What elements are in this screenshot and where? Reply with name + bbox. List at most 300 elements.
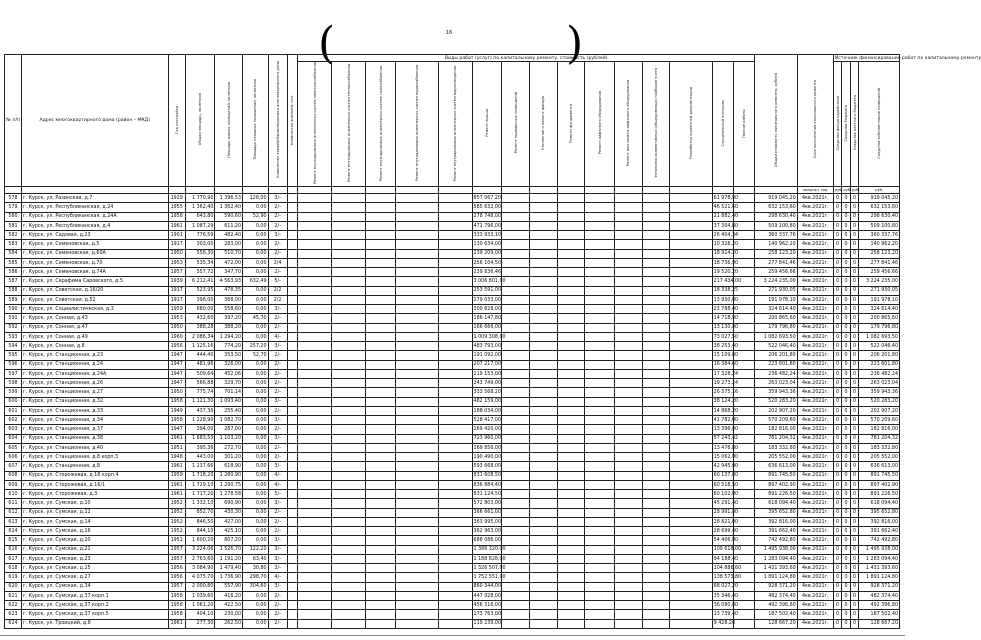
cell-work-12 xyxy=(642,332,670,341)
cell-area-total: 1 125,16 xyxy=(185,342,215,351)
cell-deadline: 4кв.2021г. xyxy=(797,332,833,341)
cell-area-total: 844,10 xyxy=(185,527,215,536)
cell-work-10 xyxy=(585,471,615,480)
cell-work-5 xyxy=(438,416,472,425)
cell-residents xyxy=(287,342,298,351)
cell-fund-3: 0 xyxy=(850,545,859,554)
cell-total-cost: 200 865,60 xyxy=(755,314,798,323)
cell-area-nonliving: 0,00 xyxy=(243,610,269,619)
cell-work-9 xyxy=(557,388,585,397)
cell-area-total: 1 237,66 xyxy=(185,462,215,471)
cell-work-13 xyxy=(670,249,713,258)
cell-work-8 xyxy=(529,295,557,304)
cell-num: 597 xyxy=(5,369,22,378)
cell-total-cost: 187 502,40 xyxy=(755,610,798,619)
cell-work-14: 19 520,20 xyxy=(712,268,733,277)
cell-fund-2: 0 xyxy=(842,564,851,573)
cell-storeys: 2/- xyxy=(268,221,287,230)
cell-address: г. Курск, ул. Сумская, д.25 xyxy=(22,564,169,573)
cell-fund-2: 0 xyxy=(842,268,851,277)
cell-residents xyxy=(287,453,298,462)
cell-work-7 xyxy=(502,240,530,249)
cell-work-9 xyxy=(557,527,585,536)
cell-year: 1947 xyxy=(168,379,185,388)
cell-work-7 xyxy=(502,517,530,526)
cell-work-6: 219 153,00 xyxy=(472,369,502,378)
cell-fund-4: 324 614,40 xyxy=(859,305,900,314)
cell-work-3 xyxy=(366,619,396,628)
cell-work-7 xyxy=(502,462,530,471)
cell-fund-2: 0 xyxy=(842,277,851,286)
cell-work-9 xyxy=(557,360,585,369)
cell-num: 578 xyxy=(5,194,22,203)
cell-work-10 xyxy=(585,194,615,203)
cell-work-5 xyxy=(438,388,472,397)
cell-fund-1: 0 xyxy=(833,277,842,286)
cell-year: 1959 xyxy=(168,305,185,314)
cell-fund-4: 258 123,20 xyxy=(859,249,900,258)
cell-work-13 xyxy=(670,610,713,619)
cell-area-total: 1 683,53 xyxy=(185,434,215,443)
cell-work-10 xyxy=(585,545,615,554)
cell-work-2 xyxy=(332,240,366,249)
cell-work-7 xyxy=(502,342,530,351)
cell-area-living: 1 736,90 xyxy=(215,573,243,582)
cell-work-11 xyxy=(614,379,642,388)
cell-fund-1: 0 xyxy=(833,425,842,434)
cell-year: 1961 xyxy=(168,619,185,628)
cell-num: 611 xyxy=(5,499,22,508)
table-row xyxy=(5,305,900,314)
cell-work-4 xyxy=(396,249,439,258)
cell-fund-2: 0 xyxy=(842,388,851,397)
cell-residents xyxy=(287,573,298,582)
cell-fund-4: 392 816,00 xyxy=(859,517,900,526)
cell-total-cost: 522 046,40 xyxy=(755,342,798,351)
col-works-group: Виды работ (услуг) по капитальному ремонту, стоимость (рублей) xyxy=(298,55,755,62)
cell-area-total: 535,34 xyxy=(185,258,215,267)
cell-work-1 xyxy=(298,425,332,434)
cell-storeys: 3/- xyxy=(268,305,287,314)
cell-area-nonliving: 0,00 xyxy=(243,286,269,295)
cell-work-13 xyxy=(670,221,713,230)
cell-work-11 xyxy=(614,231,642,240)
cell-fund-4: 1 283 094,40 xyxy=(859,554,900,563)
cell-work-9 xyxy=(557,480,585,489)
cell-work-12 xyxy=(642,564,670,573)
table-row xyxy=(5,490,900,499)
cell-deadline: 4кв.2021г. xyxy=(797,434,833,443)
cell-work-9 xyxy=(557,416,585,425)
cell-work-6: 253 591,00 xyxy=(472,286,502,295)
table-row xyxy=(5,212,900,221)
cell-num: 618 xyxy=(5,564,22,573)
cell-fund-3: 0 xyxy=(850,610,859,619)
cell-work-3 xyxy=(366,416,396,425)
cell-area-living: 368,00 xyxy=(215,295,243,304)
cell-work-2 xyxy=(332,527,366,536)
cell-address: г. Курск, ул. Станционная, д.24А xyxy=(22,369,169,378)
cell-work-2 xyxy=(332,397,366,406)
cell-work-13 xyxy=(670,277,713,286)
cell-num: 592 xyxy=(5,323,22,332)
cell-work-14: 14 868,20 xyxy=(712,406,733,415)
cell-work-12 xyxy=(642,258,670,267)
cell-address: г. Курск, ул. Сторожевая, д.16/1 xyxy=(22,480,169,489)
cell-work-8 xyxy=(529,619,557,628)
cell-area-nonliving: 0,00 xyxy=(243,397,269,406)
cell-deadline: 4кв.2021г. xyxy=(797,286,833,295)
cell-work-5 xyxy=(438,277,472,286)
cell-address: г. Курск, ул. Сумская, д.10 xyxy=(22,499,169,508)
cell-address: г. Курск, ул. Сторожевая, д.16 корп.4 xyxy=(22,471,169,480)
cell-address: г. Курск, ул. Сторожевая, д.3 xyxy=(22,490,169,499)
cell-num: 608 xyxy=(5,471,22,480)
cell-work-10 xyxy=(585,314,615,323)
cell-work-3 xyxy=(366,388,396,397)
cell-work-3 xyxy=(366,258,396,267)
cell-address: г. Курск, ул. Сонная, д.8 xyxy=(22,342,169,351)
cell-year: 1958 xyxy=(168,601,185,610)
cell-work-11 xyxy=(614,443,642,452)
cell-work-10 xyxy=(585,369,615,378)
col-w6: Ремонт крыши xyxy=(472,62,502,187)
cell-work-9 xyxy=(557,268,585,277)
cell-work-7 xyxy=(502,527,530,536)
cell-work-11 xyxy=(614,305,642,314)
cell-year: 1957 xyxy=(168,545,185,554)
cell-work-7 xyxy=(502,443,530,452)
cell-work-4 xyxy=(396,480,439,489)
cell-total-cost: 781 204,32 xyxy=(755,434,798,443)
cell-work-10 xyxy=(585,564,615,573)
cell-work-9 xyxy=(557,332,585,341)
cell-work-10 xyxy=(585,434,615,443)
cell-area-nonliving: 128,00 xyxy=(243,194,269,203)
cell-fund-1: 0 xyxy=(833,194,842,203)
cell-fund-2: 0 xyxy=(842,480,851,489)
cell-area-nonliving: 298,70 xyxy=(243,573,269,582)
cell-work-12 xyxy=(642,453,670,462)
cell-work-14: 14 718,00 xyxy=(712,314,733,323)
cell-work-6: 166 666,00 xyxy=(472,323,502,332)
cell-total-cost: 395 652,80 xyxy=(755,508,798,517)
col-w7: Ремонт подвальных помещений xyxy=(502,62,530,187)
cell-work-8 xyxy=(529,610,557,619)
cell-total-cost: 182 816,00 xyxy=(755,425,798,434)
cell-work-4 xyxy=(396,499,439,508)
cell-work-14: 16 384,60 xyxy=(712,360,733,369)
cell-work-14: 38 253,40 xyxy=(712,342,733,351)
cell-work-5 xyxy=(438,591,472,600)
cell-work-9 xyxy=(557,240,585,249)
cell-work-6: 362 963,00 xyxy=(472,527,502,536)
cell-work-1 xyxy=(298,453,332,462)
page-number: 16 xyxy=(446,30,453,36)
col-w5: Ремонт внутридомовых инженерных систем водоотведения xyxy=(438,62,472,187)
cell-area-living: 510,70 xyxy=(215,249,243,258)
cell-work-5 xyxy=(438,286,472,295)
cell-work-10 xyxy=(585,379,615,388)
cell-residents xyxy=(287,360,298,369)
cell-work-1 xyxy=(298,517,332,526)
cell-work-11 xyxy=(614,453,642,462)
cell-work-2 xyxy=(332,536,366,545)
cell-work-9 xyxy=(557,601,585,610)
cell-fund-3: 0 xyxy=(850,462,859,471)
cell-work-4 xyxy=(396,527,439,536)
cell-work-7 xyxy=(502,379,530,388)
cell-work-7 xyxy=(502,471,530,480)
cell-fund-1: 0 xyxy=(833,610,842,619)
cell-work-12 xyxy=(642,249,670,258)
cell-work-8 xyxy=(529,545,557,554)
cell-fund-3: 0 xyxy=(850,406,859,415)
cell-storeys: 2/- xyxy=(268,619,287,628)
unit-kvartal: квартал, год xyxy=(797,187,833,194)
cell-work-2 xyxy=(332,388,366,397)
cell-work-3 xyxy=(366,610,396,619)
cell-work-13 xyxy=(670,351,713,360)
cell-residents xyxy=(287,517,298,526)
cell-address: г. Курск, ул. Станционная, д.38 xyxy=(22,434,169,443)
cell-work-13 xyxy=(670,573,713,582)
cell-work-10 xyxy=(585,591,615,600)
cell-year: 1949 xyxy=(168,406,185,415)
cell-work-1 xyxy=(298,582,332,591)
cell-work-9 xyxy=(557,323,585,332)
cell-work-13 xyxy=(670,295,713,304)
cell-work-1 xyxy=(298,601,332,610)
cell-work-5 xyxy=(438,249,472,258)
cell-work-2 xyxy=(332,601,366,610)
cell-work-12 xyxy=(642,305,670,314)
cell-work-13 xyxy=(670,268,713,277)
cell-work-13 xyxy=(670,397,713,406)
cell-area-living: 1 082,70 xyxy=(215,416,243,425)
cell-work-11 xyxy=(614,194,642,203)
cell-fund-2: 0 xyxy=(842,332,851,341)
cell-fund-2: 0 xyxy=(842,508,851,517)
cell-work-1 xyxy=(298,443,332,452)
cell-fund-1: 0 xyxy=(833,268,842,277)
cell-work-6: 169 856,00 xyxy=(472,443,502,452)
cell-fund-3: 0 xyxy=(850,591,859,600)
cell-residents xyxy=(287,443,298,452)
cell-area-living: 1 103,20 xyxy=(215,434,243,443)
cell-area-total: 1 087,29 xyxy=(185,221,215,230)
cell-residents xyxy=(287,258,298,267)
cell-work-12 xyxy=(642,203,670,212)
cell-fund-3: 0 xyxy=(850,342,859,351)
cell-num: 620 xyxy=(5,582,22,591)
cell-work-3 xyxy=(366,314,396,323)
cell-area-nonliving: 0,00 xyxy=(243,619,269,628)
cell-work-8 xyxy=(529,554,557,563)
cell-address: г. Курск, ул. Семеновская, д.70 xyxy=(22,258,169,267)
cell-storeys: 2/2 xyxy=(268,295,287,304)
cell-work-10 xyxy=(585,499,615,508)
cell-work-2 xyxy=(332,406,366,415)
cell-work-5 xyxy=(438,610,472,619)
cell-address: г. Курск, ул. Станционная, д.40 xyxy=(22,443,169,452)
table-row xyxy=(5,619,900,628)
cell-fund-2: 0 xyxy=(842,545,851,554)
cell-work-1 xyxy=(298,434,332,443)
table-row xyxy=(5,443,900,452)
cell-area-nonliving: 0,00 xyxy=(243,443,269,452)
cell-deadline: 4кв.2021г. xyxy=(797,221,833,230)
cell-storeys: 4/- xyxy=(268,573,287,582)
cell-work-2 xyxy=(332,453,366,462)
cell-work-7 xyxy=(502,249,530,258)
cell-deadline: 4кв.2021г. xyxy=(797,536,833,545)
cell-work-3 xyxy=(366,397,396,406)
cell-total-cost: 520 283,20 xyxy=(755,397,798,406)
cell-work-11 xyxy=(614,508,642,517)
cell-area-total: 398,00 xyxy=(185,295,215,304)
cell-fund-3: 0 xyxy=(850,499,859,508)
cell-area-living: 590,60 xyxy=(215,212,243,221)
cell-area-total: 4 075,70 xyxy=(185,573,215,582)
cell-work-10 xyxy=(585,582,615,591)
cell-work-4 xyxy=(396,351,439,360)
table-row xyxy=(5,231,900,240)
col-deadline: Срок выполнения капитального ремонта xyxy=(797,55,833,187)
cell-fund-2: 0 xyxy=(842,443,851,452)
cell-fund-4: 520 283,20 xyxy=(859,397,900,406)
cell-work-11 xyxy=(614,360,642,369)
cell-work-7 xyxy=(502,480,530,489)
cell-work-6: 173 763,00 xyxy=(472,610,502,619)
cell-area-nonliving: 0,00 xyxy=(243,249,269,258)
cell-year: 1960 xyxy=(168,332,185,341)
cell-work-8 xyxy=(529,286,557,295)
cell-fund-3: 0 xyxy=(850,536,859,545)
cell-work-4 xyxy=(396,453,439,462)
cell-work-2 xyxy=(332,471,366,480)
cell-work-8 xyxy=(529,379,557,388)
cell-year: 1958 xyxy=(168,610,185,619)
cell-work-9 xyxy=(557,212,585,221)
cell-work-8 xyxy=(529,490,557,499)
cell-work-5 xyxy=(438,443,472,452)
cell-work-11 xyxy=(614,517,642,526)
cell-address: г. Курск, ул. Станционная, д.24 xyxy=(22,360,169,369)
cell-fund-4: 183 332,80 xyxy=(859,443,900,452)
cell-work-8 xyxy=(529,332,557,341)
cell-address: г. Курск, ул. Сумская, д.20 xyxy=(22,536,169,545)
cell-work-14: 19 273,24 xyxy=(712,379,733,388)
cell-address: г. Курск, ул. Троицкий, д.8 xyxy=(22,619,169,628)
cell-storeys: 2/- xyxy=(268,314,287,323)
cell-num: 587 xyxy=(5,277,22,286)
cell-work-3 xyxy=(366,536,396,545)
cell-area-nonliving: 0,00 xyxy=(243,508,269,517)
cell-work-2 xyxy=(332,582,366,591)
cell-total-cost: 392 816,00 xyxy=(755,517,798,526)
cell-fund-1: 0 xyxy=(833,480,842,489)
cell-deadline: 4кв.2021г. xyxy=(797,240,833,249)
table-row xyxy=(5,591,900,600)
cell-work-14: 94 188,40 xyxy=(712,554,733,563)
cell-work-12 xyxy=(642,573,670,582)
cell-year: 1950 xyxy=(168,388,185,397)
cell-area-nonliving: 0,00 xyxy=(243,471,269,480)
cell-work-5 xyxy=(438,332,472,341)
cell-work-10 xyxy=(585,295,615,304)
cell-work-8 xyxy=(529,212,557,221)
cell-area-total: 2 086,34 xyxy=(185,332,215,341)
table-body xyxy=(5,194,900,629)
cell-deadline: 4кв.2021г. xyxy=(797,351,833,360)
cell-work-13 xyxy=(670,342,713,351)
cell-work-9 xyxy=(557,351,585,360)
cell-storeys: 2/- xyxy=(268,601,287,610)
cell-work-4 xyxy=(396,388,439,397)
cell-num: 622 xyxy=(5,601,22,610)
cell-deadline: 4кв.2021г. xyxy=(797,305,833,314)
cell-work-1 xyxy=(298,379,332,388)
cell-work-11 xyxy=(614,416,642,425)
cell-area-total: 846,50 xyxy=(185,517,215,526)
cell-work-8 xyxy=(529,249,557,258)
cell-area-total: 388,28 xyxy=(185,323,215,332)
cell-work-14: 13 930,00 xyxy=(712,295,733,304)
cell-work-10 xyxy=(585,249,615,258)
cell-work-14: 23 788,40 xyxy=(712,305,733,314)
cell-work-7 xyxy=(502,425,530,434)
cell-work-8 xyxy=(529,194,557,203)
cell-work-3 xyxy=(366,443,396,452)
cell-work-8 xyxy=(529,517,557,526)
cell-work-8 xyxy=(529,564,557,573)
cell-work-10 xyxy=(585,573,615,582)
col-w9: Ремонт фундамента xyxy=(557,62,585,187)
cell-address: г. Курск, ул. Сумская, д.37 корп.2 xyxy=(22,601,169,610)
cell-deadline: 4кв.2021г. xyxy=(797,231,833,240)
cell-area-total: 852,70 xyxy=(185,508,215,517)
cell-work-4 xyxy=(396,323,439,332)
cell-fund-1: 0 xyxy=(833,536,842,545)
cell-residents xyxy=(287,397,298,406)
cell-area-nonliving: 0,00 xyxy=(243,480,269,489)
cell-storeys: 5/- xyxy=(268,277,287,286)
cell-area-nonliving: 0,00 xyxy=(243,517,269,526)
cell-residents xyxy=(287,249,298,258)
cell-work-2 xyxy=(332,416,366,425)
cell-total-cost: 3 224 235,00 xyxy=(755,277,798,286)
cell-deadline: 4кв.2021г. xyxy=(797,268,833,277)
table-row xyxy=(5,332,900,341)
cell-area-total: 1 228,90 xyxy=(185,416,215,425)
cell-work-2 xyxy=(332,295,366,304)
cell-work-12 xyxy=(642,360,670,369)
cell-work-2 xyxy=(332,379,366,388)
cell-work-11 xyxy=(614,203,642,212)
cell-work-7 xyxy=(502,499,530,508)
cell-fund-1: 0 xyxy=(833,601,842,610)
cell-storeys: 2/- xyxy=(268,268,287,277)
cell-fund-1: 0 xyxy=(833,212,842,221)
cell-total-cost: 324 614,40 xyxy=(755,305,798,314)
cell-area-nonliving: 0,00 xyxy=(243,591,269,600)
cell-work-4 xyxy=(396,564,439,573)
cell-work-8 xyxy=(529,601,557,610)
cell-fund-3: 0 xyxy=(850,582,859,591)
cell-fund-3: 0 xyxy=(850,240,859,249)
cell-residents xyxy=(287,406,298,415)
